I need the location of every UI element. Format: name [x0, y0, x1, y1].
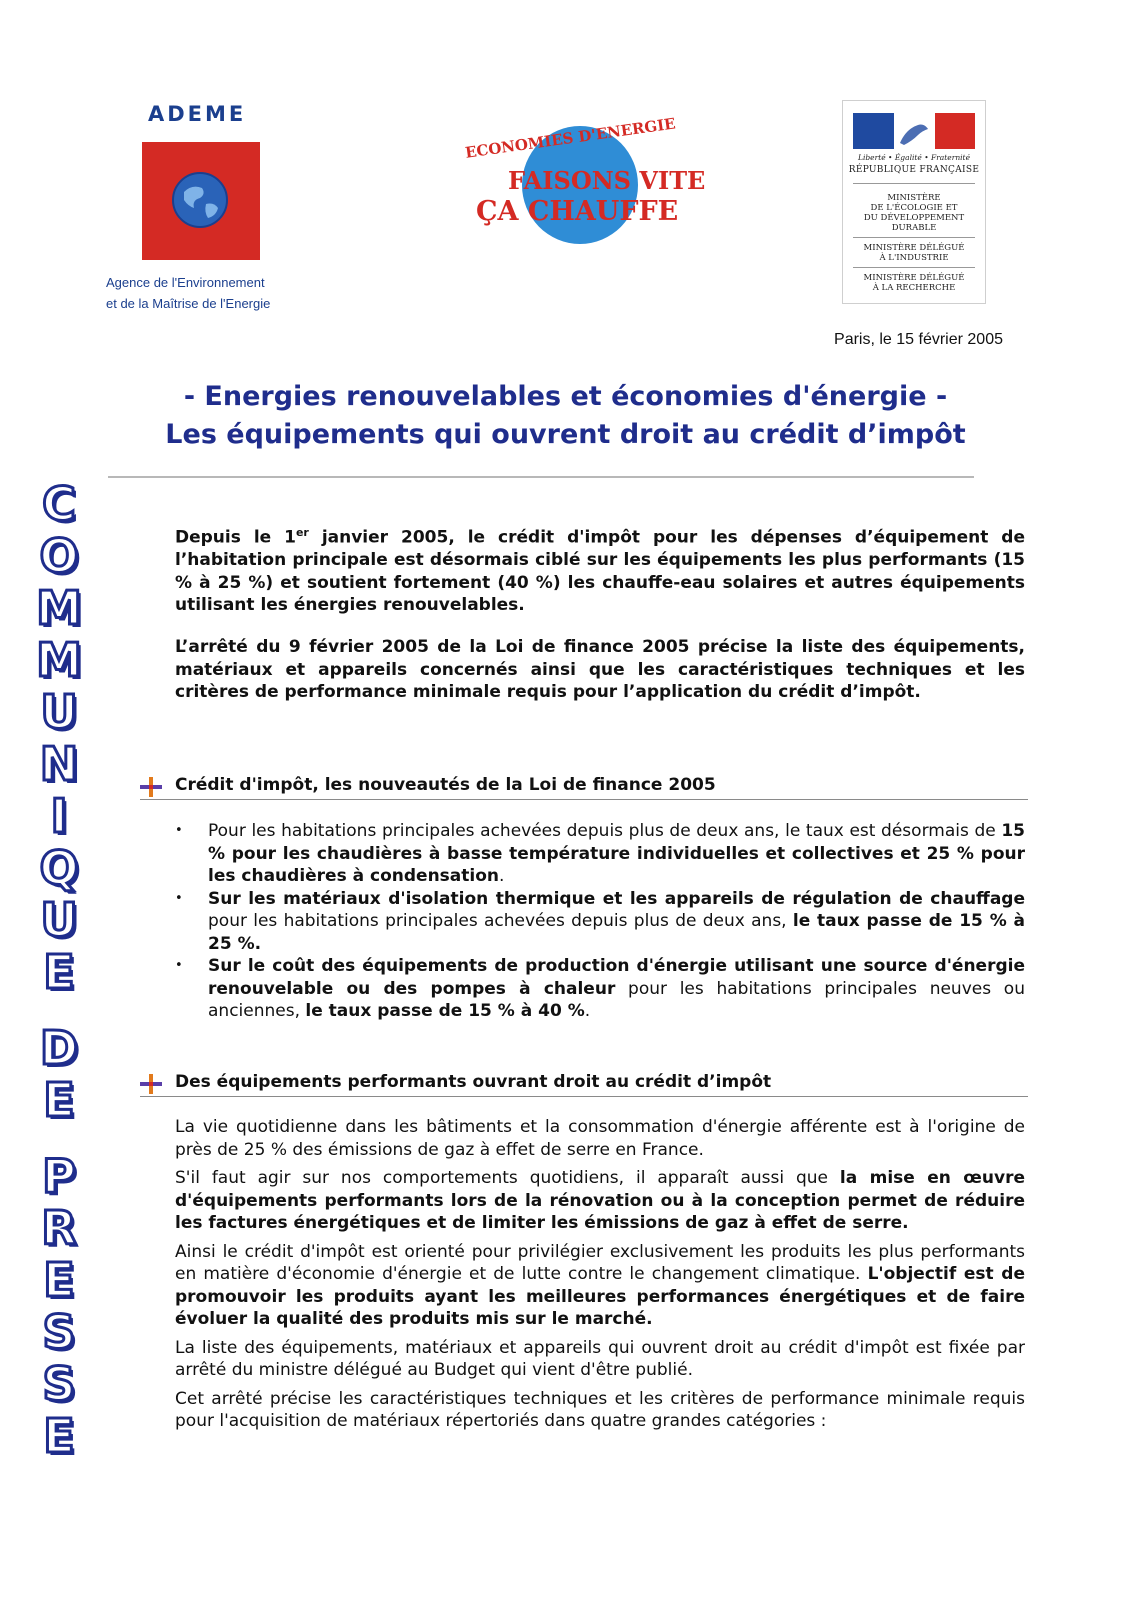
title-line1: - Energies renouvelables et économies d'énergie - — [183, 381, 948, 412]
ministry-ecologie — [843, 193, 985, 233]
side-letter: Q — [39, 841, 79, 895]
logo-divider — [853, 237, 975, 238]
globe-icon — [170, 170, 230, 230]
nouveautes-list — [175, 820, 1025, 1023]
marianne-flag — [853, 113, 975, 149]
paragraph — [175, 1241, 1025, 1331]
section-rule — [140, 1096, 1028, 1097]
side-letter: M — [36, 581, 82, 635]
list-item — [175, 955, 1025, 1023]
marianne-profile-icon — [894, 113, 935, 149]
bullet-dot: • — [175, 890, 183, 906]
ministry-line: DU DÉVELOPPEMENT — [863, 213, 965, 223]
side-letter: S — [42, 1357, 76, 1411]
ministry-line: DE L'ÉCOLOGIE ET — [870, 203, 958, 213]
paragraph: La vie quotidienne dans les bâtiments et la consommation d'énergie afférente est à l'origine de près de 25 % des émissions de gaz à effet de serre en France. — [175, 1117, 1025, 1160]
list-text: . — [584, 1001, 591, 1021]
paragraph-text-bold: la mise en œuvre d'équipements performants lors de la rénovation ou à la conception permet de réduire les factures énergétiques et de limiter les émissions de gaz à effet de serre. — [175, 1168, 1026, 1233]
side-letter: O — [39, 529, 79, 583]
side-letter: E — [43, 1073, 75, 1127]
equipements-text — [175, 1116, 1025, 1439]
ademe-brand: ADEME — [148, 102, 247, 126]
section-bullet-icon — [140, 777, 162, 797]
ministry-line: MINISTÈRE DÉLÉGUÉ — [863, 243, 965, 253]
logo-divider — [853, 183, 975, 184]
campaign-logo — [464, 114, 706, 252]
side-letter: S — [42, 1305, 76, 1359]
intro-text: L’arrêté du 9 février 2005 de la Loi de finance 2005 précise la liste des équipements, matériaux et appareils concernés ainsi que les caractéristiques techniques et les critères de performance minimale requis pour l’application du crédit d’impôt. — [175, 637, 1025, 702]
superscript-er: er — [295, 526, 309, 539]
paragraph-text-bold: L'objectif est de promouvoir les produits ayant les meilleures performances énergétiques et de faire évoluer la qualité des produits mis sur le marché. — [175, 1264, 1026, 1329]
side-letter: E — [43, 1253, 75, 1307]
ademe-logo — [104, 100, 300, 312]
page-title — [0, 378, 1131, 454]
campaign-line1: ECONOMIES D'ENERGIE — [464, 114, 677, 162]
ademe-caption-line2: et de la Maîtrise de l'Energie — [106, 296, 271, 311]
side-letter: M — [36, 633, 82, 687]
title-line2: Les équipements qui ouvrent droit au crédit d’impôt — [165, 419, 966, 450]
list-item — [175, 888, 1025, 956]
ministry-line: DURABLE — [891, 223, 937, 233]
side-letter: D — [39, 1021, 79, 1075]
intro-paragraph-1 — [175, 522, 1025, 617]
side-letter: I — [50, 789, 68, 843]
republique-francaise-logo — [842, 100, 986, 304]
side-letter: U — [40, 685, 78, 739]
bullet-dot: • — [175, 823, 183, 838]
side-letter: C — [42, 477, 76, 531]
ministry-line: MINISTÈRE — [887, 193, 941, 203]
paragraph — [175, 1167, 1025, 1235]
republique-name: RÉPUBLIQUE FRANÇAISE — [848, 165, 980, 175]
section-title: Des équipements performants ouvrant droit au crédit d’impôt — [175, 1072, 772, 1092]
side-letter: R — [41, 1201, 77, 1255]
ademe-caption-line1: Agence de l'Environnement — [106, 275, 265, 290]
side-letter: E — [43, 945, 75, 999]
intro-text: janvier 2005, le crédit d'impôt pour les dépenses d’équipement de l’habitation principale est désormais ciblé sur les équipements les plus performants (15 % à 25 %) et soutient fortement (40 %) les chauffe-eau solaires et autres équipements utilisant les énergies renouvelables. — [175, 527, 1025, 616]
list-text: pour les habitations principales achevées depuis plus de deux ans, — [208, 911, 793, 931]
list-item — [175, 820, 1025, 888]
side-letter: N — [39, 737, 79, 791]
side-letter: E — [43, 1409, 75, 1463]
intro-paragraph-2 — [175, 636, 1025, 704]
list-text-bold: 15 % pour les chaudières à basse température individuelles et collectives et 25 % pour les chaudières à condensation — [208, 821, 1025, 886]
communique-de-presse-vertical — [30, 478, 88, 1462]
list-text-bold: Sur le coût des équipements de production d'énergie utilisant une source d'énergie renouvelable ou des pompes à chaleur — [208, 956, 1025, 999]
paragraph-text: Ainsi le crédit d'impôt est orienté pour privilégier exclusivement les produits les plus performants en matière d'économie d'énergie et de lutte contre le changement climatique. — [175, 1241, 1025, 1284]
ademe-caption — [106, 272, 270, 314]
list-text: . — [499, 866, 505, 886]
list-text-bold: le taux passe de 15 % à 40 % — [305, 1001, 585, 1021]
section-bullet-icon — [140, 1074, 162, 1094]
paragraph: Cet arrêté précise les caractéristiques techniques et les critères de performance minimale requis pour l'acquisition de matériaux répertoriés dans quatre grandes catégories : — [175, 1388, 1025, 1431]
press-date: Paris, le 15 février 2005 — [834, 331, 1003, 348]
campaign-line2: FAISONS VITE — [508, 166, 706, 195]
side-letter: P — [42, 1149, 76, 1203]
intro-text: Depuis le 1 — [175, 527, 296, 548]
campaign-line3: ÇA CHAUFFE — [476, 196, 679, 227]
republique-motto: Liberté • Égalité • Fraternité — [857, 153, 971, 162]
logo-divider — [853, 267, 975, 268]
ministry-line: À LA RECHERCHE — [872, 283, 956, 293]
ministry-line: À L'INDUSTRIE — [879, 253, 949, 263]
list-text-bold: Sur les matériaux d'isolation thermique et les appareils de régulation de chauffage — [208, 888, 1025, 909]
paragraph: La liste des équipements, matériaux et appareils qui ouvrent droit au crédit d'impôt est fixée par arrêté du ministre délégué au Budget qui vient d'être publié. — [175, 1337, 1025, 1380]
side-letter: U — [40, 893, 78, 947]
bullet-dot: • — [175, 958, 183, 973]
paragraph-text: S'il faut agir sur nos comportements quotidiens, il apparaît aussi que — [175, 1168, 840, 1188]
list-text-bold: le taux passe de 15 % à 25 %. — [208, 911, 1025, 954]
title-divider — [108, 476, 974, 478]
ministry-recherche — [843, 273, 985, 293]
list-text: pour les habitations principales neuves ou anciennes, — [208, 978, 1025, 1021]
ministry-line: MINISTÈRE DÉLÉGUÉ — [863, 273, 965, 283]
ministry-industrie — [843, 243, 985, 263]
list-text: Pour les habitations principales achevées depuis plus de deux ans, le taux est désormais de — [208, 821, 1002, 841]
section-rule — [140, 799, 1028, 800]
section-title: Crédit d'impôt, les nouveautés de la Loi de finance 2005 — [175, 775, 716, 795]
